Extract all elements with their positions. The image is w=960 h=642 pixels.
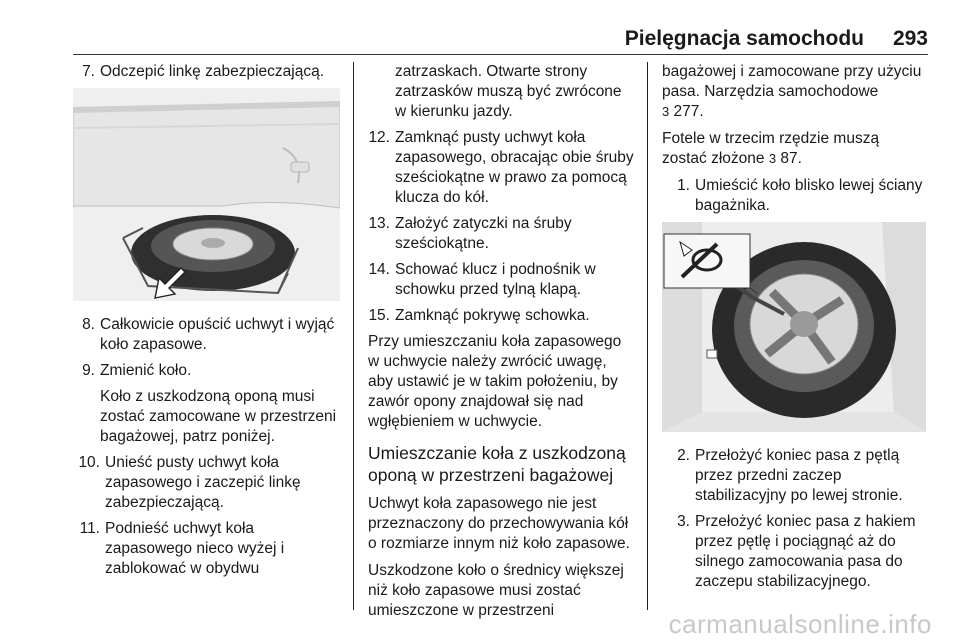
column-divider-1 <box>353 62 354 610</box>
step-15: 15. Zamknąć pokrywę schowka. <box>368 307 590 324</box>
step-9-note: Koło z uszkodzoną oponą musi zostać zamocowane w przestrzeni bagażowej, patrz poniżej. <box>100 388 337 445</box>
step-11: 11. Podnieść uchwyt koła zapasowego nieco wyżej i zablokować w obydwu <box>79 520 285 577</box>
load-compartment-note: bagażowej i zamocowane przy użyciu pasa. Narzędzia samochodowe 3 277. <box>662 63 922 120</box>
step-8: 8. Całkowicie opuścić uchwyt i wyjąć koło zapasowe. <box>82 316 335 353</box>
column-2 <box>368 62 634 628</box>
spare-wheel-note: Przy umieszczaniu koła zapasowego w uchwycie należy zwrócić uwagę, aby ustawić je w takim położeniu, by zawór opony znajdował się nad wgłębieniem w uchwycie. <box>368 333 622 430</box>
step-11-continued: zatrzaskach. Otwarte strony zatrzasków muszą być zwrócone w kierunku jazdy. <box>395 63 622 120</box>
page-number: 293 <box>892 27 928 50</box>
page-header <box>0 0 960 56</box>
spare-wheel-lowering-illustration <box>73 88 340 301</box>
cross-reference-arrow-icon: 3 <box>662 104 670 119</box>
step-9: 9. Zmienić koło. <box>82 362 192 379</box>
section-heading: Umieszczanie koła z uszkodzoną oponą w przestrzeni bagażowej <box>368 443 626 485</box>
watermark: carmanualsonline.info <box>668 609 932 639</box>
step-13: 13. Założyć zatyczki na śruby sześciokątne. <box>368 215 572 252</box>
page-reference[interactable]: 87. <box>780 150 802 167</box>
page-reference[interactable]: 277. <box>673 103 704 120</box>
third-row-note: Fotele w trzecim rzędzie muszą zostać złożone 3 87. <box>662 130 880 167</box>
step-3: 3. Przełożyć koniec pasa z hakiem przez pętlę i pociągnąć aż do silnego zamocowania pasa do zaczepu stabilizacyjnego. <box>677 513 916 590</box>
damaged-wheel-strap-illustration <box>662 222 926 432</box>
carrier-note: Uchwyt koła zapasowego nie jest przeznaczony do przechowywania kół o rozmiarze innym niż koło zapasowe. <box>368 495 630 552</box>
step-1: 1. Umieścić koło blisko lewej ściany bagażnika. <box>677 177 923 214</box>
step-14: 14. Schować klucz i podnośnik w schowku przed tylną klapą. <box>368 261 596 298</box>
section-title: Pielęgnacja samochodu <box>624 27 864 50</box>
step-12: 12. Zamknąć pusty uchwyt koła zapasowego, obracając obie śruby sześciokątne w prawo za pomocą klucza do kół. <box>368 129 634 206</box>
header-divider <box>73 54 928 55</box>
cross-reference-arrow-icon: 3 <box>768 151 777 166</box>
step-10: 10. Unieść pusty uchwyt koła zapasowego i zaczepić linkę zabezpieczającą. <box>78 454 301 511</box>
step-2: 2. Przełożyć koniec pasa z pętlą przez przedni zaczep stabilizacyjny po lewej stronie. <box>677 447 903 504</box>
column-1 <box>73 62 343 585</box>
step-7: 7. Odczepić linkę zabezpieczającą. <box>82 63 325 80</box>
damaged-wheel-note: Uszkodzone koło o średnicy większej niż koło zapasowe musi zostać umieszczone w przestrzeni <box>368 562 624 619</box>
column-3 <box>662 62 928 598</box>
column-divider-2 <box>647 62 648 610</box>
